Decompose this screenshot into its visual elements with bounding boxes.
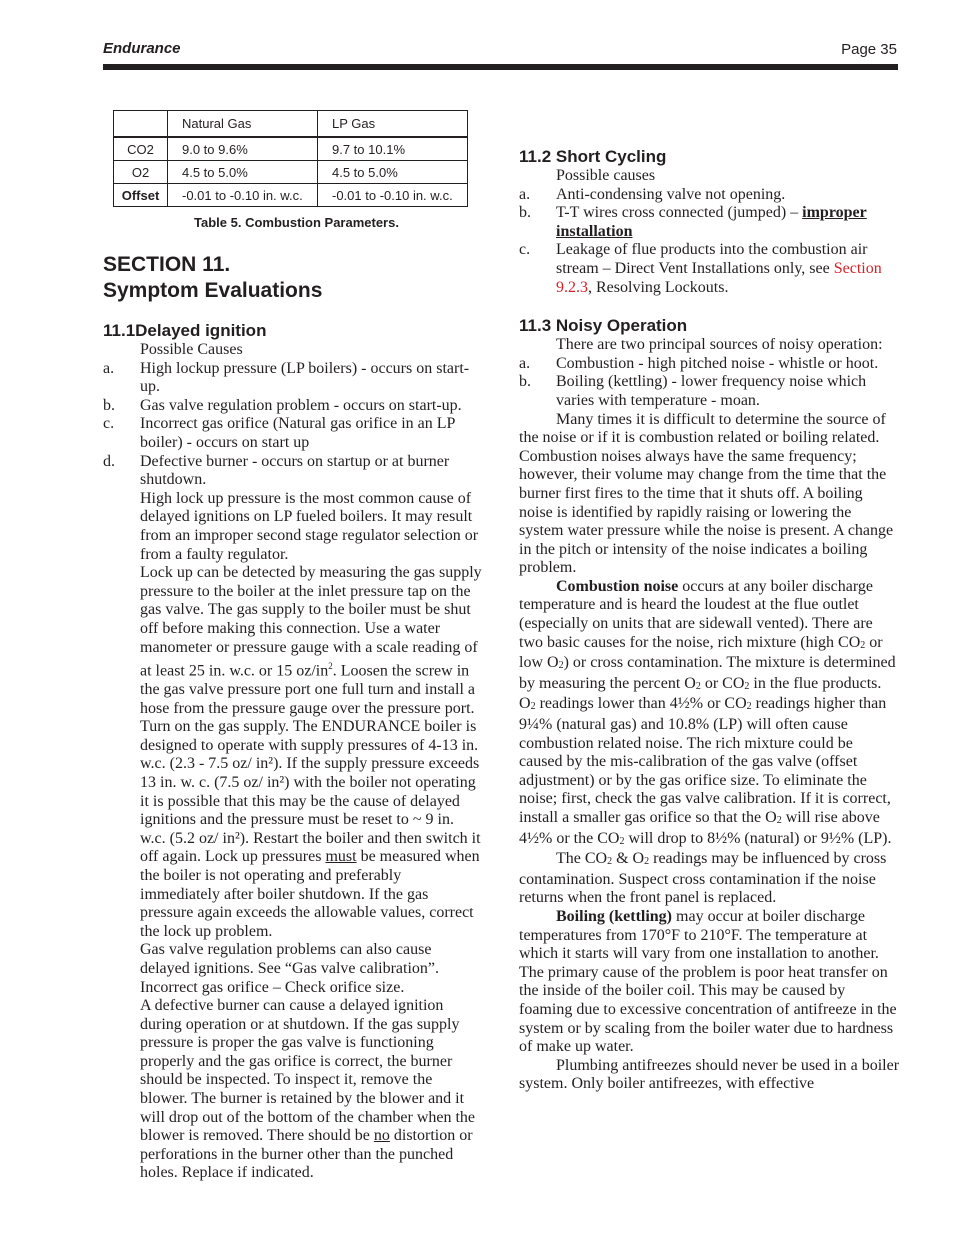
subscript: 2 <box>695 680 701 692</box>
list-text: Anti-condensing valve not opening. <box>556 185 786 203</box>
list-marker: a. <box>103 359 115 377</box>
table-header-cell: Natural Gas <box>168 111 318 138</box>
table-cell: 9.7 to 10.1% <box>318 137 468 161</box>
list-marker: a. <box>519 354 531 372</box>
text-run: or low O <box>519 633 883 672</box>
subscript: 2 <box>744 680 750 692</box>
list-text: High lockup pressure (LP boilers) - occurs on start-up. <box>140 359 470 396</box>
list-item <box>103 360 483 397</box>
list-text: Gas valve regulation problem - occurs on start-up. <box>140 396 462 414</box>
list-marker: d. <box>103 452 115 470</box>
text-run: will rise above 4½% or the CO <box>519 809 880 847</box>
section-title <box>103 252 483 304</box>
combustion-parameters-table <box>113 110 468 207</box>
list-item <box>519 241 899 297</box>
subscript: 2 <box>558 660 564 672</box>
text-run: ) or cross contamination. The mixture is determined by measuring the percent O <box>519 654 896 692</box>
table-header-row <box>114 111 468 138</box>
header-rule <box>103 64 898 70</box>
paragraph: High lock up pressure is the most common cause of delayed ignitions on LP fueled boilers. It may result from an improper second stage regulator selection or from a faulty regulator. <box>140 489 479 563</box>
list-text: , Resolving Lockouts. <box>588 278 729 296</box>
paragraph <box>103 564 483 941</box>
emphasis-no: no <box>373 1127 390 1145</box>
subscript: 2 <box>644 856 650 868</box>
subscript: 2 <box>746 701 752 713</box>
heading-11-3: 11.3 Noisy Operation <box>519 316 688 336</box>
list-item <box>103 415 483 452</box>
list-marker: b. <box>103 396 115 414</box>
list-text: T-T wires cross connected (jumped) – <box>556 204 803 222</box>
row-label: CO2 <box>114 137 168 161</box>
text-run: will drop to 8½% (natural) or 9½% (LP). <box>624 829 892 847</box>
table-row <box>114 137 468 161</box>
text-run: & O <box>612 850 645 868</box>
table-header-cell: LP Gas <box>318 111 468 138</box>
list-marker: b. <box>519 204 531 222</box>
subscript: 2 <box>619 835 625 847</box>
table-caption: Table 5. Combustion Parameters. <box>194 215 399 230</box>
table-header-cell <box>114 111 168 138</box>
section-name: Symptom Evaluations <box>103 279 323 302</box>
list-text: Incorrect gas orifice (Natural gas orifice in an LP boiler) - occurs on start up <box>140 415 455 451</box>
text-run: readings lower than 4½% or CO <box>535 695 747 713</box>
heading-11-2: 11.2 Short Cycling <box>519 147 667 166</box>
list-marker: b. <box>519 373 531 391</box>
text-run: A defective burner can cause a delayed ignition during operation or at shutdown. If the gas supply pressure is proper the gas valve is functioning properly and the gas orifice is correct, the burner should be inspected. To inspect it, remove the blower. The burner is retained by the blower and it will drop out of the bottom of the chamber when the blower is removed. There should be <box>140 997 476 1145</box>
text-run: or CO <box>700 674 745 692</box>
text-run: in the flue products. O <box>519 674 882 713</box>
list-item <box>519 204 899 241</box>
left-column <box>103 252 483 1183</box>
table-cell: 4.5 to 5.0% <box>168 161 318 184</box>
list-item <box>103 453 483 490</box>
paragraph: Many times it is difficult to determine the source of the noise or if it is combustion related or boiling related. Combustion noises always have the same frequency; however, their volume may change from the time that the burner first fires to the time that it shuts off. A boiling noise is identified by rapidly raising or lowering the system water pressure while the noise is present. A change in the pitch or intensity of the noise indicates a boiling problem. <box>519 410 894 577</box>
superscript: 2 <box>328 661 333 672</box>
table-cell: -0.01 to -0.10 in. w.c. <box>168 184 318 207</box>
list-text: Leakage of flue products into the combustion air stream – Direct Vent Installations only, see <box>556 241 868 277</box>
table-cell: -0.01 to -0.10 in. w.c. <box>318 184 468 207</box>
subscript: 2 <box>860 639 866 651</box>
paragraph: Incorrect gas orifice – Check orifice size. <box>140 978 405 996</box>
combustion-noise-term: Combustion noise <box>556 577 679 595</box>
text-run: may occur at boiler discharge temperatures from 170°F to 210°F. The temperature at which it starts will vary from one installation to another. The primary cause of the problem is poor heat transfer on the inside of the boiler coil. This may be caused by foaming due to excessive concentration of antifreeze in the system or by scaling from the boiler water due to hardness of make up water. <box>519 907 897 1056</box>
text-run: occurs at any boiler discharge temperature and is heard the loudest at the flue outlet (especially on units that are sidewall vented). There are two basic causes for the noise, rich mixture (high CO <box>519 577 873 651</box>
paragraph: There are two principal sources of noisy operation: <box>556 336 883 354</box>
section-9-2-3-link[interactable]: Section 9.2.3 <box>556 259 882 296</box>
subscript: 2 <box>776 815 782 826</box>
possible-causes-label: Possible causes <box>556 167 656 184</box>
list-marker: a. <box>519 185 531 203</box>
table-row <box>114 161 468 184</box>
emphasis-must: must <box>325 848 357 866</box>
text-run: distortion or perforations in the burner other than the punched holes. Replace if indicated. <box>140 1127 473 1182</box>
row-label: O2 <box>114 161 168 184</box>
table-cell: 4.5 to 5.0% <box>318 161 468 184</box>
boiling-kettling-term: Boiling (kettling) <box>556 907 673 925</box>
header-brand: Endurance <box>103 40 181 57</box>
heading-text: Delayed ignition <box>135 321 267 340</box>
text-run: The CO <box>556 850 608 868</box>
paragraph: Gas valve regulation problems can also cause delayed ignitions. See “Gas valve calibration”. <box>140 941 440 977</box>
list-item <box>519 373 899 410</box>
list-text: Defective burner - occurs on startup or at burner shutdown. <box>140 452 450 489</box>
table-row <box>114 184 468 207</box>
page-number: Page 35 <box>841 41 897 58</box>
text-run: be measured when the boiler is not operating and preferably immediately after boiler shutdown. If the gas pressure again exceeds the allowable values, correct the lock up problem. <box>140 848 480 940</box>
right-column <box>519 146 899 1094</box>
list-item <box>519 186 899 205</box>
text-run: readings higher than 9¼% (natural gas) and 10.8% (LP) will often cause combustion related noise. The rich mixture could be caused by the mis-calibration of the gas valve (offset adjustment) or by the gas orifice size. To eliminate the noise; first, check the gas valve calibration. If it is correct, install a smaller gas orifice so that the O <box>519 695 891 826</box>
row-label: Offset <box>114 184 168 207</box>
subscript: 2 <box>607 856 613 868</box>
text-run: readings may be influenced by cross contamination. Suspect cross contamination if the noise returns when the front panel is replaced. <box>519 850 887 907</box>
paragraph <box>519 578 899 850</box>
list-item <box>103 397 483 416</box>
subscript: 2 <box>530 701 536 713</box>
improper-installation-link[interactable]: improper installation <box>556 204 867 240</box>
paragraph <box>103 997 483 1183</box>
paragraph: Plumbing antifreezes should never be used in a boiler system. Only boiler antifreezes, with effective <box>519 1056 900 1093</box>
paragraph <box>519 850 899 908</box>
heading-11-1 <box>103 320 483 341</box>
list-text: Boiling (kettling) - lower frequency noise which varies with temperature - moan. <box>556 373 867 409</box>
list-marker: c. <box>519 241 531 259</box>
list-item <box>519 355 899 374</box>
section-number: SECTION 11. <box>103 253 231 276</box>
possible-causes-label: Possible Causes <box>140 341 243 358</box>
table-cell: 9.0 to 9.6% <box>168 137 318 161</box>
list-text: Combustion - high pitched noise - whistle or hoot. <box>556 354 879 372</box>
text-run: . Loosen the screw in the gas valve pressure port one full turn and install a hose from the pressure gauge over the pressure port. Turn on the gas supply. The ENDURANCE boiler is designed to operate with supply pressures of 4-13 in. w.c. (2.3 - 7.5 oz/ in²). If the supply pressure exceeds 13 in. w. c. (7.5 oz/ in²) with the boiler not operating it is possible that this may be the cause of delayed ignitions and the pressure must be reset to ~ 9 in. w.c. (5.2 oz/ in²). Restart the boiler and then switch it off again. Lock up pressures <box>140 662 481 866</box>
paragraph <box>519 908 899 1057</box>
text-run: Lock up can be detected by measuring the gas supply pressure to the boiler at the inlet pressure tap on the gas valve. The gas supply to the boiler must be shut off before making this connection. Use a water manometer or pressure gauge with a scale reading of at least 25 in. w.c. or 15 oz/in <box>140 564 482 680</box>
list-marker: c. <box>103 415 115 433</box>
heading-number: 11.1 <box>103 321 136 340</box>
